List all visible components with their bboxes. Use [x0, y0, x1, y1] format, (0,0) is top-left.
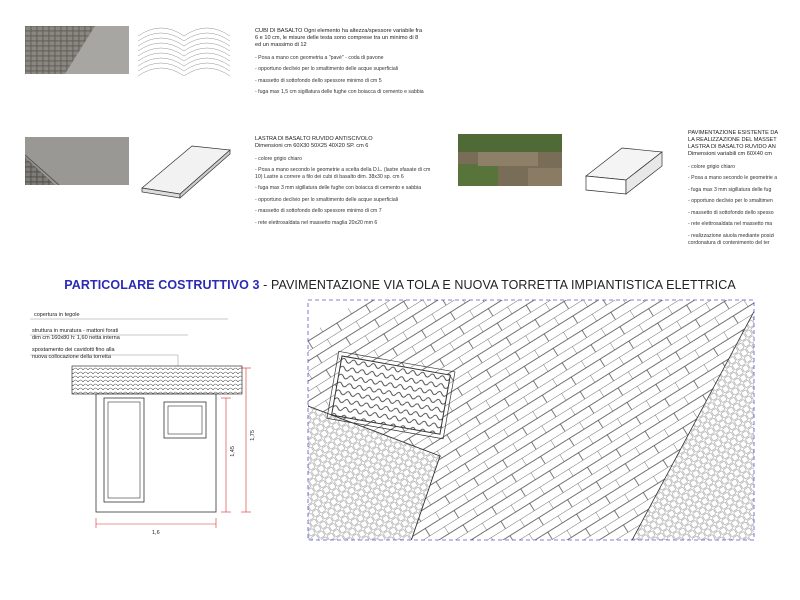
slab-drawing-2: [582, 142, 668, 200]
spec-existing-subtitle: Dimensioni variabili cm 60X40 cm: [688, 150, 772, 157]
dim-width: 1,6: [152, 530, 160, 536]
spec-existing-title: LA REALIZZAZIONE DEL MASSET: [688, 136, 777, 143]
spec-item: - colore grigio chiaro: [688, 163, 735, 170]
fan-pattern-cubes: [138, 26, 230, 76]
spec-item: - opportuno declivio per lo smaltimento delle acque superficiali: [255, 196, 399, 203]
paving-plan-view: [300, 296, 758, 544]
spec-item: - fuga max 3 mm sigillatura delle fughe con boiacca di cemento e sabbia: [255, 185, 422, 192]
label-cavidotti-line: spostamento dei cavidotti fino alla: [32, 347, 115, 353]
spec-item: - colore grigio chiaro: [255, 155, 302, 162]
photo-basalt-slab: [25, 137, 129, 185]
spec-item: - fuga max 3 mm sigillatura delle fug: [688, 186, 772, 193]
spec-item: cordonatura di contenimento del ter: [688, 240, 770, 247]
spec-basalt-slab: [255, 136, 435, 231]
spec-item: - massetto di sottofondo dello spessore minimo di cm 5: [255, 77, 382, 84]
tower-elevation: [28, 318, 268, 548]
spec-basalt-cubes: [255, 28, 425, 101]
label-cavidotti-line: nuova collocazione della torretta: [32, 353, 111, 360]
spec-item: - Posa a mano con geometria a "pavè" - coda di pavone: [255, 54, 384, 61]
spec-item: - Posa a mano secondo le geometrie a: [688, 175, 778, 182]
label-structure-line: struttura in muratura - mattoni forati: [32, 328, 119, 334]
spec-item: - opportuno declivio per lo smaltimen: [688, 198, 773, 205]
spec-item: - opportuno declivio per lo smaltimento delle acque superficiali: [255, 66, 399, 73]
spec-existing-title: LASTRA DI BASALTO RUVIDO AN: [688, 143, 776, 150]
spec-basalt-slab-title: LASTRA DI BASALTO RUVIDO ANTISCIVOLO: [255, 136, 373, 142]
dim-height-2: 1,75: [249, 430, 256, 441]
label-roof: copertura in tegole: [34, 312, 80, 318]
slab-drawing-1: [140, 140, 232, 200]
section-heading: [0, 278, 800, 292]
spec-item: - realizzazione aiuola mediante posizi: [688, 232, 775, 239]
heading-part-1: PARTICOLARE COSTRUTTIVO 3: [64, 278, 260, 292]
spec-item: - rete elettrosaldata nel massetto maglia 20x20 mm 6: [255, 219, 378, 226]
spec-item: - Posa a mano secondo le geometrie a scelta della D.L. (lastre sfasate di cm 10) Lastre a correre a filo dei cubi di basalto dim. 38x30 sp. cm 6: [255, 167, 431, 180]
spec-basalt-slab-subtitle: Dimensioni cm 60X30 50X25 40X20 SP. cm 6: [255, 142, 369, 149]
spec-item: - rete elettrosaldata nel massetto ma: [688, 221, 773, 228]
spec-existing-title: PAVIMENTAZIONE ESISTENTE DA: [688, 130, 779, 136]
spec-basalt-cubes-title: CUBI DI BASALTO Ogni elemento ha altezza/spessore variabile fra 6 e 10 cm, le misure delle testa sono comprese tra un minimo di 8 ed un massimo di 12: [255, 28, 423, 48]
spec-item: - massetto di sottofondo dello spesso: [688, 209, 774, 216]
heading-part-2: - PAVIMENTAZIONE VIA TOLA E NUOVA TORRETTA IMPIANTISTICA ELETTRICA: [259, 278, 736, 292]
dim-height-1: 1,45: [229, 446, 236, 457]
label-structure-line: dim cm 160x80 h: 1,60 netta interna: [32, 334, 120, 341]
photo-existing-paving: [458, 134, 562, 186]
spec-item: - massetto di sottofondo dello spessore minimo di cm 7: [255, 208, 382, 215]
photo-basalt-cubes: [25, 26, 129, 74]
spec-item: - fuga max 1,5 cm sigillatura delle fughe con boiacca di cemento e sabbia: [255, 89, 424, 96]
spec-existing-paving: [688, 130, 800, 252]
